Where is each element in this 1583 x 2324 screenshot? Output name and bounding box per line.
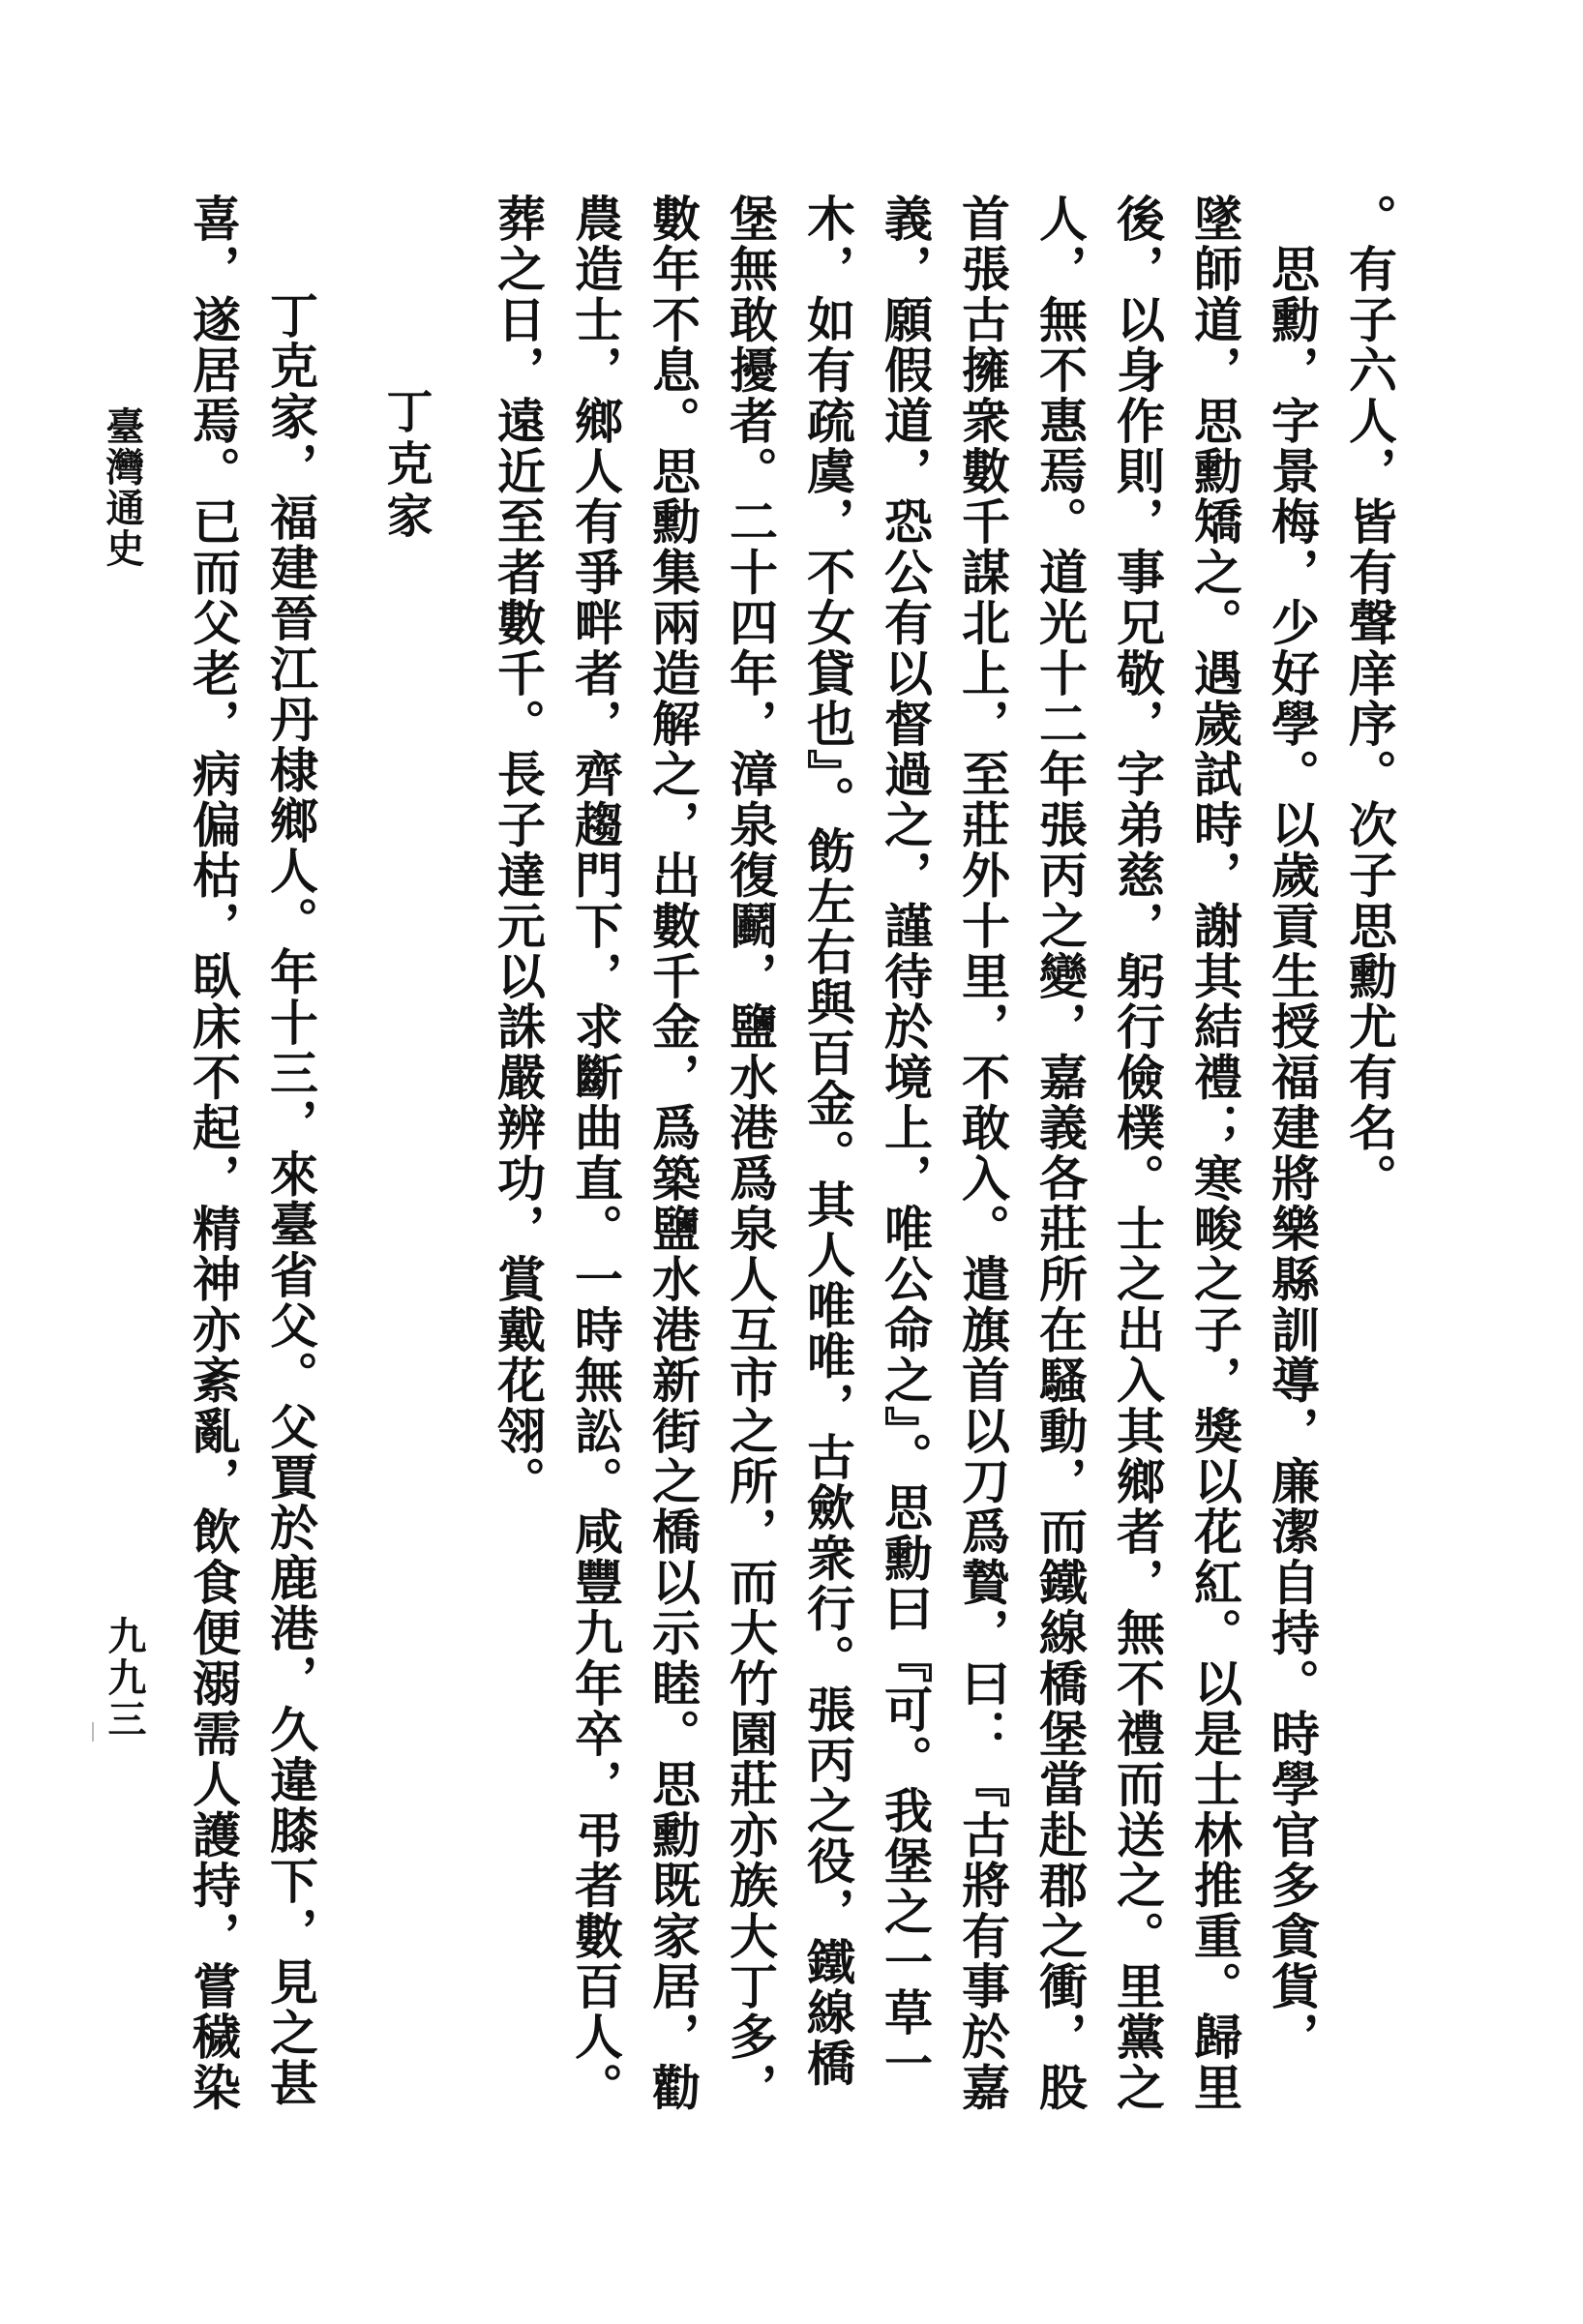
text-column-4: 後，以身作則，事兄敬，字弟慈，躬行儉樸。士之出入其鄉者，無不禮而送之。里黨之 <box>1109 194 1166 2113</box>
text-column-3: 墜師道，思勳矯之。遇歲試時，謝其結禮；寒畯之子，獎以花紅。以是士林推重。歸里 <box>1186 194 1243 2113</box>
text-column-6: 首張古擁衆數千謀北上，至莊外十里，不敢入。遣旗首以刀爲贄，曰：『古將有事於嘉 <box>954 194 1011 2113</box>
section-heading: 丁克家 <box>378 387 433 544</box>
text-column-2: 思勳，字景梅，少好學。以歲貢生授福建將樂縣訓導，廉潔自持。時學官多貪貨， <box>1264 194 1321 2063</box>
text-column-12: 葬之日，遠近至者數千。長子達元以誅嚴辨功，賞戴花翎。 <box>490 194 547 1507</box>
text-column-14: 喜，遂居焉。已而父老，病偏枯，臥床不起，精神亦紊亂，飲食便溺需人護持，嘗穢染 <box>185 194 242 2113</box>
page-number-rule <box>92 1722 94 1742</box>
text-column-13: 丁克家，福建晉江丹棣鄉人。年十三，來臺省父。父賈於鹿港，久違膝下，見之甚 <box>262 290 319 2109</box>
text-column-10: 數年不息。思勳集兩造解之，出數千金，爲築鹽水港新街之橋以示睦。思勳既家居，勸 <box>644 194 702 2113</box>
page-number: 九九三 <box>102 1616 147 1741</box>
running-head-title: 臺灣通史 <box>100 406 144 569</box>
text-column-8: 木，如有疏虞，不女貸也』。飭左右與百金。其人唯唯，古歛衆行。張丙之役，鐵線橋 <box>799 194 856 2089</box>
text-column-7: 義，願假道，恐公有以督過之，謹待於境上，唯公命之』。思勳曰『可。我堡之一草一 <box>877 194 934 2089</box>
text-column-1: 。有子六人，皆有聲庠序。次子思勳尤有名。 <box>1341 194 1398 1204</box>
text-column-9: 堡無敢擾者。二十四年，漳泉復鬬，鹽水港爲泉人互市之所，而大竹園莊亦族大丁多， <box>722 194 779 2113</box>
text-column-11: 農造士，鄉人有爭畔者，齊趨門下，求斷曲直。一時無訟。咸豐九年卒，弔者數百人。 <box>567 194 624 2113</box>
text-column-5: 人，無不惠焉。道光十二年張丙之變，嘉義各莊所在騷動，而鐵線橋堡當赴郡之衝，股 <box>1031 194 1089 2113</box>
